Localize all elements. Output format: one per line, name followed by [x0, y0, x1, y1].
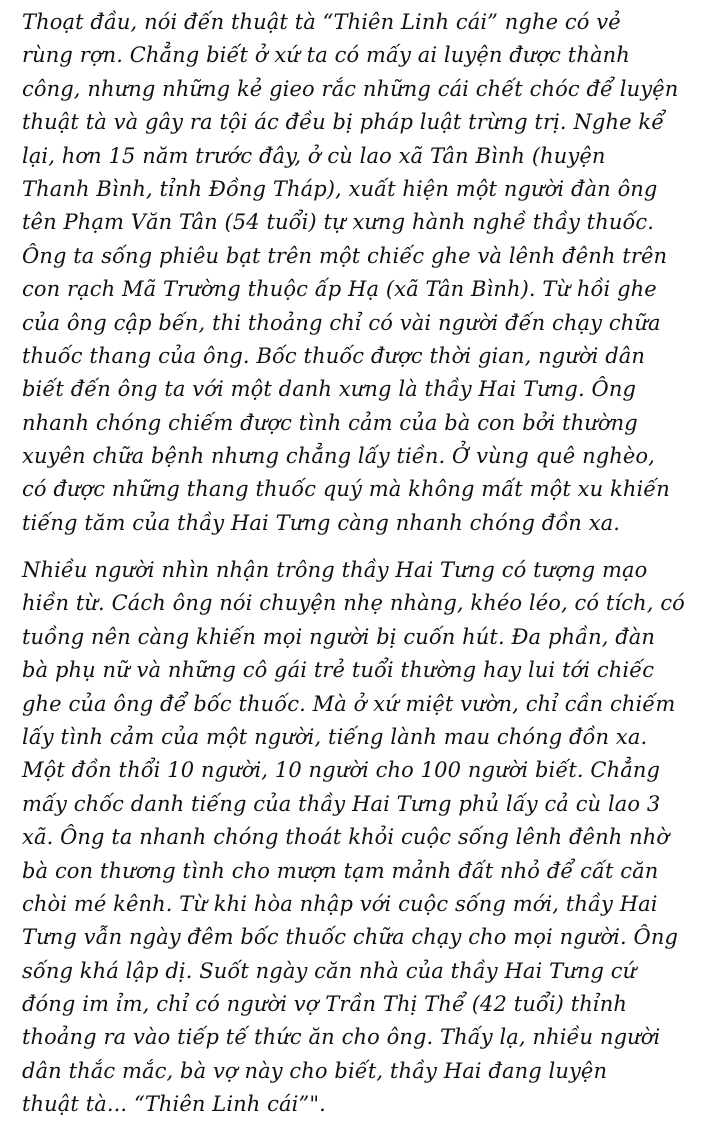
- text-line: bà con thương tình cho mượn tạm mảnh đất nhỏ để cất căn: [22, 858, 659, 883]
- text-line: thuật tà... “Thiên Linh cái”".: [22, 1092, 326, 1117]
- paragraph-2: [22, 554, 712, 1122]
- text-line: thuật tà và gây ra tội ác đều bị pháp luật trừng trị. Nghe kể: [22, 110, 665, 135]
- text-line: công, nhưng những kẻ gieo rắc những cái chết chóc để luyện: [22, 76, 679, 101]
- text-line: hiền từ. Cách ông nói chuyện nhẹ nhàng, khéo léo, có tích, có: [22, 591, 685, 616]
- text-line: thuốc thang của ông. Bốc thuốc được thời gian, người dân: [22, 343, 646, 368]
- text-line: Ông ta sống phiêu bạt trên một chiếc ghe và lênh đênh trên: [22, 243, 668, 268]
- text-line: con rạch Mã Trường thuộc ấp Hạ (xã Tân Bình). Từ hồi ghe: [22, 277, 657, 302]
- paragraph-1: [22, 6, 712, 540]
- text-line: sống khá lập dị. Suốt ngày căn nhà của thầy Hai Tưng cứ: [22, 958, 637, 983]
- text-line: nhanh chóng chiếm được tình cảm của bà con bởi thường: [22, 410, 638, 435]
- text-line: ghe của ông để bốc thuốc. Mà ở xứ miệt vườn, chỉ cần chiếm: [22, 691, 676, 716]
- text-line: thoảng ra vào tiếp tế thức ăn cho ông. Thấy lạ, nhiều người: [22, 1025, 661, 1050]
- text-line: lấy tình cảm của một người, tiếng lành mau chóng đồn xa.: [22, 724, 648, 749]
- text-line: Thanh Bình, tỉnh Đồng Tháp), xuất hiện một người đàn ông: [22, 176, 658, 201]
- text-line: bà phụ nữ và những cô gái trẻ tuổi thường hay lui tới chiếc: [22, 658, 655, 683]
- text-line: Nhiều người nhìn nhận trông thầy Hai Tưng có tượng mạo: [22, 558, 648, 582]
- text-line: rùng rợn. Chẳng biết ở xứ ta có mấy ai luyện được thành: [22, 43, 630, 68]
- text-line: có được những thang thuốc quý mà không mất một xu khiến: [22, 477, 670, 502]
- text-line: chòi mé kênh. Từ khi hòa nhập với cuộc sống mới, thầy Hai: [22, 891, 658, 916]
- text-line: biết đến ông ta với một danh xưng là thầy Hai Tưng. Ông: [22, 377, 636, 402]
- text-line: Thoạt đầu, nói đến thuật tà “Thiên Linh cái” nghe có vẻ: [22, 10, 621, 34]
- text-line: xã. Ông ta nhanh chóng thoát khỏi cuộc sống lênh đênh nhờ: [22, 825, 670, 850]
- text-line: tuồng nên càng khiến mọi người bị cuốn hút. Đa phần, đàn: [22, 624, 656, 649]
- text-line: tiếng tăm của thầy Hai Tưng càng nhanh chóng đồn xa.: [22, 510, 621, 535]
- text-line: Tưng vẫn ngày đêm bốc thuốc chữa chạy cho mọi người. Ông: [22, 925, 678, 950]
- text-line: lại, hơn 15 năm trước đây, ở cù lao xã Tân Bình (huyện: [22, 143, 606, 168]
- text-line: dân thắc mắc, bà vợ này cho biết, thầy Hai đang luyện: [22, 1058, 608, 1083]
- text-line: đóng im ỉm, chỉ có người vợ Trần Thị Thể (42 tuổi) thỉnh: [22, 992, 627, 1017]
- text-line: mấy chốc danh tiếng của thầy Hai Tưng phủ lấy cả cù lao 3: [22, 791, 661, 816]
- text-line: xuyên chữa bệnh nhưng chẳng lấy tiền. Ở vùng quê nghèo,: [22, 444, 655, 469]
- text-line: của ông cập bến, thi thoảng chỉ có vài người đến chạy chữa: [22, 310, 661, 335]
- text-line: tên Phạm Văn Tân (54 tuổi) tự xưng hành nghề thầy thuốc.: [22, 210, 655, 235]
- text-line: Một đồn thổi 10 người, 10 người cho 100 người biết. Chẳng: [22, 758, 661, 783]
